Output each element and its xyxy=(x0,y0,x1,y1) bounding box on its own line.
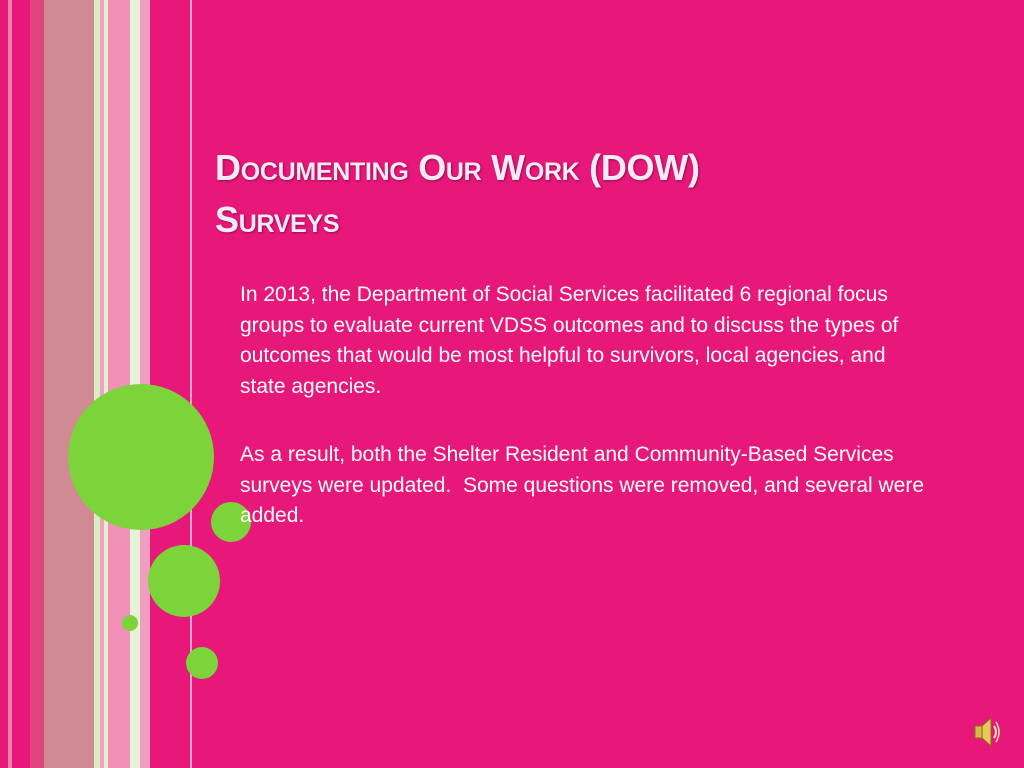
large-green-circle xyxy=(68,384,214,530)
medium-green-circle xyxy=(148,545,220,617)
slide-title-line-2: Surveys xyxy=(215,199,340,240)
stripe-magenta xyxy=(30,0,44,768)
slide-body xyxy=(240,280,930,570)
slide-title-line-1: Documenting Our Work (DOW) xyxy=(215,147,700,188)
stripe-rose-wide xyxy=(44,0,94,768)
stripe-pink-band xyxy=(108,0,130,768)
paragraph-focus-groups: In 2013, the Department of Social Services facilitated 6 regional focus groups to evaluate current VDSS outcomes and to discuss the types of outcomes that would be most helpful to survivors, local agencies, and state agencies. xyxy=(240,283,899,398)
paragraph-survey-updates: As a result, both the Shelter Resident and Community-Based Services surveys were updated. Some questions were removed, and several were added. xyxy=(240,443,930,527)
slide-title xyxy=(215,142,935,246)
tiny-green-circle xyxy=(122,615,138,631)
speaker-icon-graphic xyxy=(972,712,1002,752)
stripe-thin-left xyxy=(8,0,12,768)
speaker-icon[interactable] xyxy=(972,712,1002,752)
small-green-circle-bottom xyxy=(186,647,218,679)
